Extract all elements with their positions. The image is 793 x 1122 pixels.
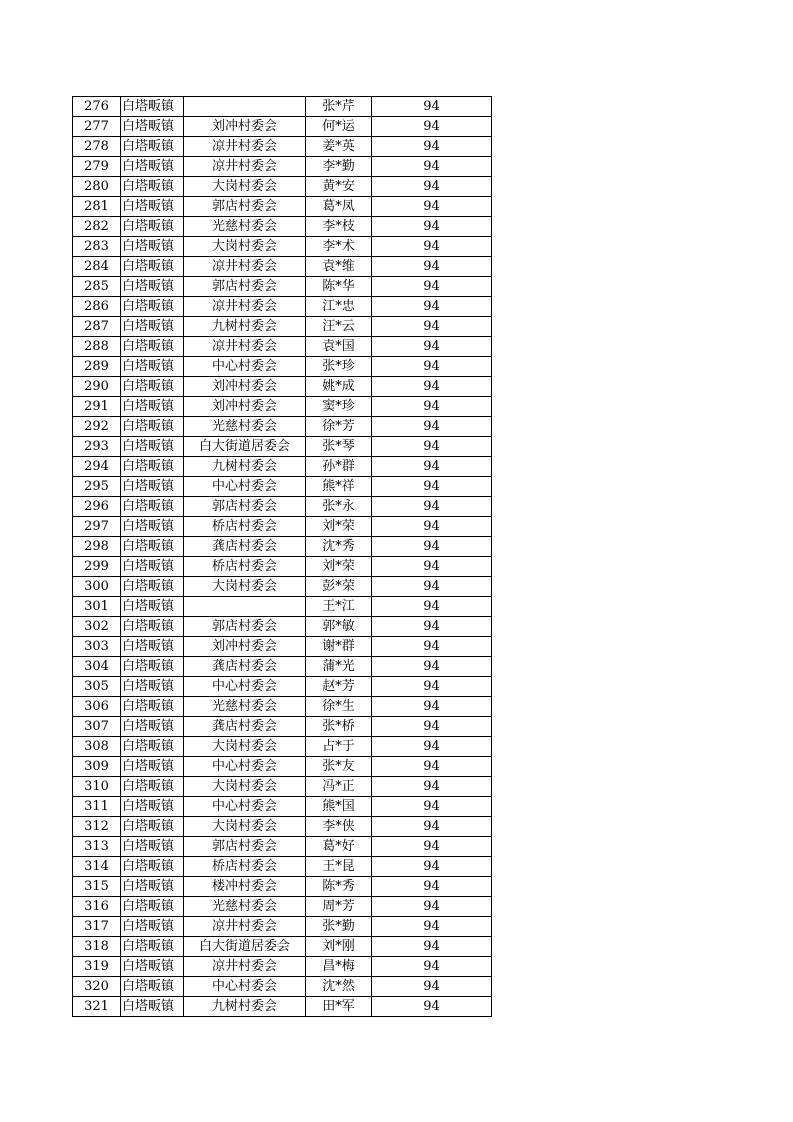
score-cell: 94 <box>372 517 492 537</box>
row-number: 280 <box>73 177 121 197</box>
town-cell: 白塔畈镇 <box>121 477 184 497</box>
person-name-cell: 周*芳 <box>306 897 372 917</box>
person-name-cell: 占*于 <box>306 737 372 757</box>
village-cell: 龚店村委会 <box>184 537 306 557</box>
town-cell: 白塔畈镇 <box>121 837 184 857</box>
town-cell: 白塔畈镇 <box>121 857 184 877</box>
person-name-cell: 姚*成 <box>306 377 372 397</box>
person-name-cell: 徐*芳 <box>306 417 372 437</box>
score-cell: 94 <box>372 417 492 437</box>
town-cell: 白塔畈镇 <box>121 777 184 797</box>
table-row <box>73 357 492 377</box>
row-number: 315 <box>73 877 121 897</box>
person-name-cell: 赵*芳 <box>306 677 372 697</box>
table-row <box>73 757 492 777</box>
person-name-cell: 何*运 <box>306 117 372 137</box>
score-cell: 94 <box>372 97 492 117</box>
score-cell: 94 <box>372 177 492 197</box>
person-name-cell: 沈*秀 <box>306 537 372 557</box>
person-name-cell: 蒲*光 <box>306 657 372 677</box>
person-name-cell: 袁*国 <box>306 337 372 357</box>
town-cell: 白塔畈镇 <box>121 617 184 637</box>
village-cell: 桥店村委会 <box>184 517 306 537</box>
score-cell: 94 <box>372 117 492 137</box>
table-row <box>73 957 492 977</box>
table-row <box>73 877 492 897</box>
town-cell: 白塔畈镇 <box>121 277 184 297</box>
score-cell: 94 <box>372 357 492 377</box>
person-name-cell: 田*军 <box>306 997 372 1017</box>
village-cell: 大岗村委会 <box>184 777 306 797</box>
row-number: 306 <box>73 697 121 717</box>
row-number: 277 <box>73 117 121 137</box>
town-cell: 白塔畈镇 <box>121 737 184 757</box>
score-cell: 94 <box>372 197 492 217</box>
row-number: 304 <box>73 657 121 677</box>
row-number: 311 <box>73 797 121 817</box>
table-row <box>73 237 492 257</box>
village-cell: 中心村委会 <box>184 757 306 777</box>
table-row <box>73 597 492 617</box>
person-name-cell: 葛*凤 <box>306 197 372 217</box>
table-row <box>73 297 492 317</box>
table-row <box>73 677 492 697</box>
table-row <box>73 857 492 877</box>
village-cell: 郭店村委会 <box>184 837 306 857</box>
row-number: 286 <box>73 297 121 317</box>
table-row <box>73 417 492 437</box>
town-cell: 白塔畈镇 <box>121 457 184 477</box>
town-cell: 白塔畈镇 <box>121 597 184 617</box>
table-row <box>73 197 492 217</box>
table-row <box>73 397 492 417</box>
score-cell: 94 <box>372 757 492 777</box>
table-row <box>73 517 492 537</box>
village-cell: 龚店村委会 <box>184 657 306 677</box>
person-name-cell: 熊*国 <box>306 797 372 817</box>
score-cell: 94 <box>372 377 492 397</box>
village-cell: 刘冲村委会 <box>184 637 306 657</box>
score-cell: 94 <box>372 157 492 177</box>
person-name-cell: 徐*生 <box>306 697 372 717</box>
town-cell: 白塔畈镇 <box>121 357 184 377</box>
town-cell: 白塔畈镇 <box>121 137 184 157</box>
town-cell: 白塔畈镇 <box>121 117 184 137</box>
table-row <box>73 217 492 237</box>
village-cell: 凉井村委会 <box>184 917 306 937</box>
town-cell: 白塔畈镇 <box>121 237 184 257</box>
table-row <box>73 377 492 397</box>
table-row <box>73 977 492 997</box>
village-cell: 凉井村委会 <box>184 337 306 357</box>
town-cell: 白塔畈镇 <box>121 577 184 597</box>
town-cell: 白塔畈镇 <box>121 917 184 937</box>
row-number: 283 <box>73 237 121 257</box>
row-number: 310 <box>73 777 121 797</box>
row-number: 295 <box>73 477 121 497</box>
village-cell: 九树村委会 <box>184 457 306 477</box>
village-cell: 郭店村委会 <box>184 197 306 217</box>
village-cell: 中心村委会 <box>184 357 306 377</box>
village-cell: 中心村委会 <box>184 477 306 497</box>
village-cell: 凉井村委会 <box>184 257 306 277</box>
score-cell: 94 <box>372 997 492 1017</box>
row-number: 298 <box>73 537 121 557</box>
person-name-cell: 刘*荣 <box>306 517 372 537</box>
town-cell: 白塔畈镇 <box>121 757 184 777</box>
village-cell: 凉井村委会 <box>184 157 306 177</box>
village-cell: 白大街道居委会 <box>184 937 306 957</box>
score-cell: 94 <box>372 737 492 757</box>
person-name-cell: 刘*刚 <box>306 937 372 957</box>
village-cell: 郭店村委会 <box>184 497 306 517</box>
score-cell: 94 <box>372 437 492 457</box>
score-cell: 94 <box>372 877 492 897</box>
table-row <box>73 97 492 117</box>
row-number: 300 <box>73 577 121 597</box>
row-number: 308 <box>73 737 121 757</box>
town-cell: 白塔畈镇 <box>121 697 184 717</box>
row-number: 309 <box>73 757 121 777</box>
table-row <box>73 497 492 517</box>
row-number: 321 <box>73 997 121 1017</box>
town-cell: 白塔畈镇 <box>121 557 184 577</box>
town-cell: 白塔畈镇 <box>121 897 184 917</box>
table-row <box>73 137 492 157</box>
roster-table <box>72 96 492 1017</box>
table-row <box>73 337 492 357</box>
village-cell: 九树村委会 <box>184 317 306 337</box>
person-name-cell: 汪*云 <box>306 317 372 337</box>
village-cell: 光慈村委会 <box>184 697 306 717</box>
table-row <box>73 917 492 937</box>
table-row <box>73 557 492 577</box>
score-cell: 94 <box>372 577 492 597</box>
table-row <box>73 737 492 757</box>
row-number: 307 <box>73 717 121 737</box>
person-name-cell: 李*枝 <box>306 217 372 237</box>
score-cell: 94 <box>372 897 492 917</box>
table-row <box>73 697 492 717</box>
person-name-cell: 张*永 <box>306 497 372 517</box>
table-row <box>73 537 492 557</box>
town-cell: 白塔畈镇 <box>121 717 184 737</box>
score-cell: 94 <box>372 817 492 837</box>
table-row <box>73 157 492 177</box>
village-cell: 楼冲村委会 <box>184 877 306 897</box>
town-cell: 白塔畈镇 <box>121 877 184 897</box>
town-cell: 白塔畈镇 <box>121 957 184 977</box>
town-cell: 白塔畈镇 <box>121 97 184 117</box>
village-cell: 桥店村委会 <box>184 557 306 577</box>
village-cell: 大岗村委会 <box>184 817 306 837</box>
village-cell: 中心村委会 <box>184 977 306 997</box>
table-row <box>73 897 492 917</box>
village-cell: 郭店村委会 <box>184 617 306 637</box>
person-name-cell: 冯*正 <box>306 777 372 797</box>
row-number: 285 <box>73 277 121 297</box>
row-number: 292 <box>73 417 121 437</box>
table-row <box>73 937 492 957</box>
row-number: 317 <box>73 917 121 937</box>
person-name-cell: 李*勤 <box>306 157 372 177</box>
table-row <box>73 637 492 657</box>
table-row <box>73 577 492 597</box>
score-cell: 94 <box>372 317 492 337</box>
table-row <box>73 837 492 857</box>
row-number: 290 <box>73 377 121 397</box>
village-cell: 大岗村委会 <box>184 577 306 597</box>
row-number: 296 <box>73 497 121 517</box>
score-cell: 94 <box>372 977 492 997</box>
person-name-cell: 黄*安 <box>306 177 372 197</box>
score-cell: 94 <box>372 557 492 577</box>
score-cell: 94 <box>372 717 492 737</box>
person-name-cell: 谢*群 <box>306 637 372 657</box>
table-row <box>73 997 492 1017</box>
town-cell: 白塔畈镇 <box>121 297 184 317</box>
row-number: 279 <box>73 157 121 177</box>
village-cell: 刘冲村委会 <box>184 377 306 397</box>
table-row <box>73 177 492 197</box>
row-number: 287 <box>73 317 121 337</box>
person-name-cell: 昌*梅 <box>306 957 372 977</box>
person-name-cell: 王*江 <box>306 597 372 617</box>
town-cell: 白塔畈镇 <box>121 497 184 517</box>
row-number: 281 <box>73 197 121 217</box>
table-row <box>73 477 492 497</box>
person-name-cell: 郭*敏 <box>306 617 372 637</box>
score-cell: 94 <box>372 477 492 497</box>
score-cell: 94 <box>372 217 492 237</box>
score-cell: 94 <box>372 617 492 637</box>
person-name-cell: 陈*秀 <box>306 877 372 897</box>
row-number: 303 <box>73 637 121 657</box>
person-name-cell: 王*昆 <box>306 857 372 877</box>
table-row <box>73 317 492 337</box>
score-cell: 94 <box>372 957 492 977</box>
row-number: 294 <box>73 457 121 477</box>
person-name-cell: 李*术 <box>306 237 372 257</box>
table-row <box>73 437 492 457</box>
row-number: 293 <box>73 437 121 457</box>
village-cell <box>184 597 306 617</box>
row-number: 301 <box>73 597 121 617</box>
table-row <box>73 717 492 737</box>
row-number: 318 <box>73 937 121 957</box>
town-cell: 白塔畈镇 <box>121 157 184 177</box>
score-cell: 94 <box>372 777 492 797</box>
town-cell: 白塔畈镇 <box>121 997 184 1017</box>
person-name-cell: 姜*英 <box>306 137 372 157</box>
person-name-cell: 刘*荣 <box>306 557 372 577</box>
row-number: 276 <box>73 97 121 117</box>
score-cell: 94 <box>372 837 492 857</box>
town-cell: 白塔畈镇 <box>121 337 184 357</box>
town-cell: 白塔畈镇 <box>121 397 184 417</box>
town-cell: 白塔畈镇 <box>121 977 184 997</box>
person-name-cell: 李*侠 <box>306 817 372 837</box>
person-name-cell: 彭*荣 <box>306 577 372 597</box>
town-cell: 白塔畈镇 <box>121 677 184 697</box>
score-cell: 94 <box>372 697 492 717</box>
person-name-cell: 孙*群 <box>306 457 372 477</box>
village-cell: 大岗村委会 <box>184 177 306 197</box>
person-name-cell: 张*琴 <box>306 437 372 457</box>
village-cell: 中心村委会 <box>184 677 306 697</box>
village-cell: 白大街道居委会 <box>184 437 306 457</box>
person-name-cell: 张*勤 <box>306 917 372 937</box>
village-cell: 凉井村委会 <box>184 957 306 977</box>
table-row <box>73 777 492 797</box>
row-number: 297 <box>73 517 121 537</box>
person-name-cell: 袁*维 <box>306 257 372 277</box>
person-name-cell: 熊*祥 <box>306 477 372 497</box>
row-number: 289 <box>73 357 121 377</box>
row-number: 316 <box>73 897 121 917</box>
row-number: 288 <box>73 337 121 357</box>
row-number: 302 <box>73 617 121 637</box>
village-cell: 桥店村委会 <box>184 857 306 877</box>
village-cell: 光慈村委会 <box>184 897 306 917</box>
table-row <box>73 617 492 637</box>
village-cell: 刘冲村委会 <box>184 397 306 417</box>
village-cell: 大岗村委会 <box>184 237 306 257</box>
score-cell: 94 <box>372 797 492 817</box>
score-cell: 94 <box>372 637 492 657</box>
person-name-cell: 张*桥 <box>306 717 372 737</box>
row-number: 312 <box>73 817 121 837</box>
village-cell: 光慈村委会 <box>184 417 306 437</box>
town-cell: 白塔畈镇 <box>121 317 184 337</box>
row-number: 282 <box>73 217 121 237</box>
town-cell: 白塔畈镇 <box>121 177 184 197</box>
person-name-cell: 张*珍 <box>306 357 372 377</box>
table-row <box>73 457 492 477</box>
town-cell: 白塔畈镇 <box>121 637 184 657</box>
row-number: 320 <box>73 977 121 997</box>
table-row <box>73 277 492 297</box>
score-cell: 94 <box>372 597 492 617</box>
town-cell: 白塔畈镇 <box>121 797 184 817</box>
score-cell: 94 <box>372 237 492 257</box>
village-cell: 大岗村委会 <box>184 737 306 757</box>
score-cell: 94 <box>372 497 492 517</box>
village-cell: 凉井村委会 <box>184 297 306 317</box>
town-cell: 白塔畈镇 <box>121 217 184 237</box>
roster-table-body <box>73 97 492 1017</box>
row-number: 284 <box>73 257 121 277</box>
person-name-cell: 窦*珍 <box>306 397 372 417</box>
score-cell: 94 <box>372 537 492 557</box>
score-cell: 94 <box>372 677 492 697</box>
score-cell: 94 <box>372 397 492 417</box>
score-cell: 94 <box>372 277 492 297</box>
score-cell: 94 <box>372 257 492 277</box>
score-cell: 94 <box>372 657 492 677</box>
village-cell: 光慈村委会 <box>184 217 306 237</box>
village-cell: 刘冲村委会 <box>184 117 306 137</box>
score-cell: 94 <box>372 337 492 357</box>
table-row <box>73 657 492 677</box>
row-number: 305 <box>73 677 121 697</box>
town-cell: 白塔畈镇 <box>121 417 184 437</box>
score-cell: 94 <box>372 297 492 317</box>
person-name-cell: 张*友 <box>306 757 372 777</box>
row-number: 299 <box>73 557 121 577</box>
score-cell: 94 <box>372 137 492 157</box>
score-cell: 94 <box>372 457 492 477</box>
score-cell: 94 <box>372 937 492 957</box>
score-cell: 94 <box>372 917 492 937</box>
table-row <box>73 257 492 277</box>
town-cell: 白塔畈镇 <box>121 937 184 957</box>
row-number: 313 <box>73 837 121 857</box>
village-cell: 郭店村委会 <box>184 277 306 297</box>
village-cell: 九树村委会 <box>184 997 306 1017</box>
town-cell: 白塔畈镇 <box>121 197 184 217</box>
row-number: 314 <box>73 857 121 877</box>
town-cell: 白塔畈镇 <box>121 257 184 277</box>
table-row <box>73 797 492 817</box>
town-cell: 白塔畈镇 <box>121 657 184 677</box>
town-cell: 白塔畈镇 <box>121 537 184 557</box>
person-name-cell: 陈*华 <box>306 277 372 297</box>
town-cell: 白塔畈镇 <box>121 817 184 837</box>
person-name-cell: 葛*好 <box>306 837 372 857</box>
town-cell: 白塔畈镇 <box>121 437 184 457</box>
row-number: 278 <box>73 137 121 157</box>
person-name-cell: 张*芹 <box>306 97 372 117</box>
village-cell: 龚店村委会 <box>184 717 306 737</box>
town-cell: 白塔畈镇 <box>121 377 184 397</box>
table-row <box>73 117 492 137</box>
town-cell: 白塔畈镇 <box>121 517 184 537</box>
village-cell <box>184 97 306 117</box>
person-name-cell: 江*忠 <box>306 297 372 317</box>
row-number: 291 <box>73 397 121 417</box>
village-cell: 凉井村委会 <box>184 137 306 157</box>
village-cell: 中心村委会 <box>184 797 306 817</box>
score-cell: 94 <box>372 857 492 877</box>
row-number: 319 <box>73 957 121 977</box>
person-name-cell: 沈*然 <box>306 977 372 997</box>
table-row <box>73 817 492 837</box>
